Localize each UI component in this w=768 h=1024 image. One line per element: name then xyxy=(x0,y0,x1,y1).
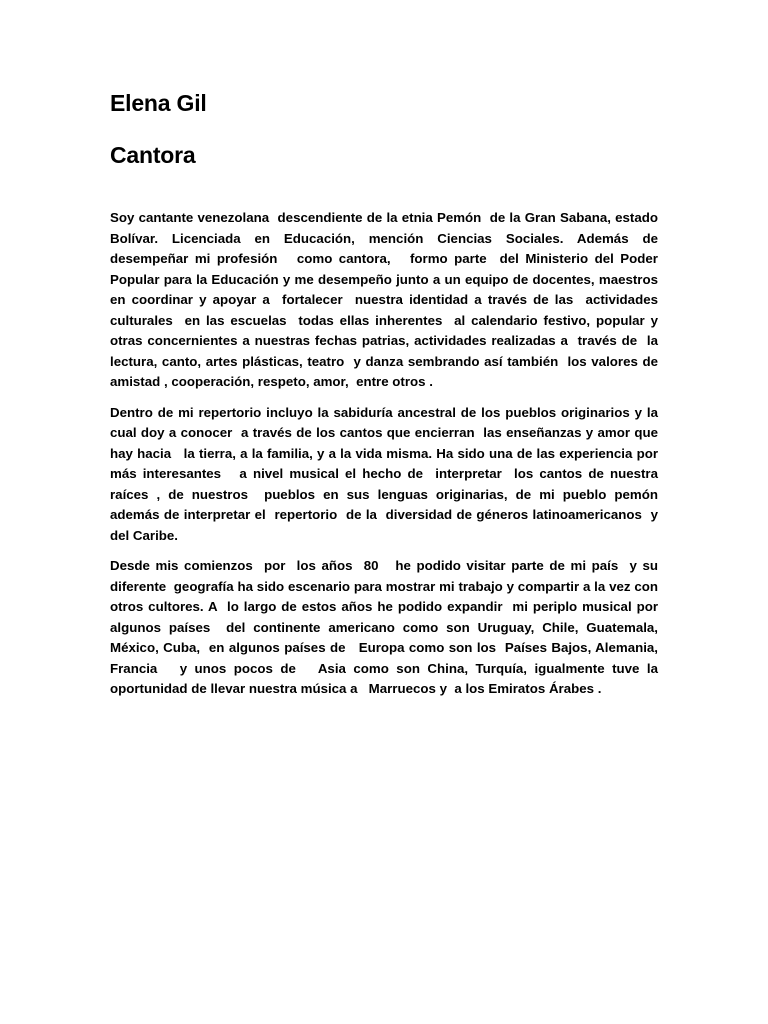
author-role: Cantora xyxy=(110,142,196,168)
document-page xyxy=(110,88,666,710)
paragraph-biography: Soy cantante venezolana descendiente de la etnia Pemón de la Gran Sabana, estado Bolívar. Licenciada en Educación, mención Ciencias Sociales. Además de desempeñar mi profesión como cantora, formo parte del Ministerio del Poder Popular para la Educación y me desempeño junto a un equipo de docentes, maestros en coordinar y apoyar a fortalecer nuestra identidad a través de las actividades culturales en las escuelas todas ellas inherentes al calendario festivo, popular y otras concernientes a nuestras fechas patrias, actividades realizadas a través de la lectura, canto, artes plásticas, teatro y danza sembrando así también los valores de amistad , cooperación, respeto, amor, entre otros . xyxy=(110,210,662,389)
author-name: Elena Gil xyxy=(110,90,207,116)
paragraph-career: Desde mis comienzos por los años 80 he podido visitar parte de mi país y su diferente geografía ha sido escenario para mostrar mi trabajo y compartir a la vez con otros cultores. A lo largo de estos años he podido expandir mi periplo musical por algunos países del continente americano como son Uruguay, Chile, Guatemala, México, Cuba, en algunos países de Europa como son los Países Bajos, Alemania, Francia y unos pocos de Asia como son China, Turquía, igualmente tuve la oportunidad de llevar nuestra música a Marruecos y a los Emiratos Árabes . xyxy=(110,558,662,696)
paragraph-repertoire: Dentro de mi repertorio incluyo la sabiduría ancestral de los pueblos originarios y la cual doy a conocer a través de los cantos que encierran las enseñanzas y amor que hay hacia la tierra, a la familia, y a la vida misma. Ha sido una de las experiencia por más interesantes a nivel musical el hecho de interpretar los cantos de nuestra raíces , de nuestros pueblos en sus lenguas originarias, de mi pueblo pemón además de interpretar el repertorio de la diversidad de géneros latinoamericanos y del Caribe. xyxy=(110,404,666,543)
